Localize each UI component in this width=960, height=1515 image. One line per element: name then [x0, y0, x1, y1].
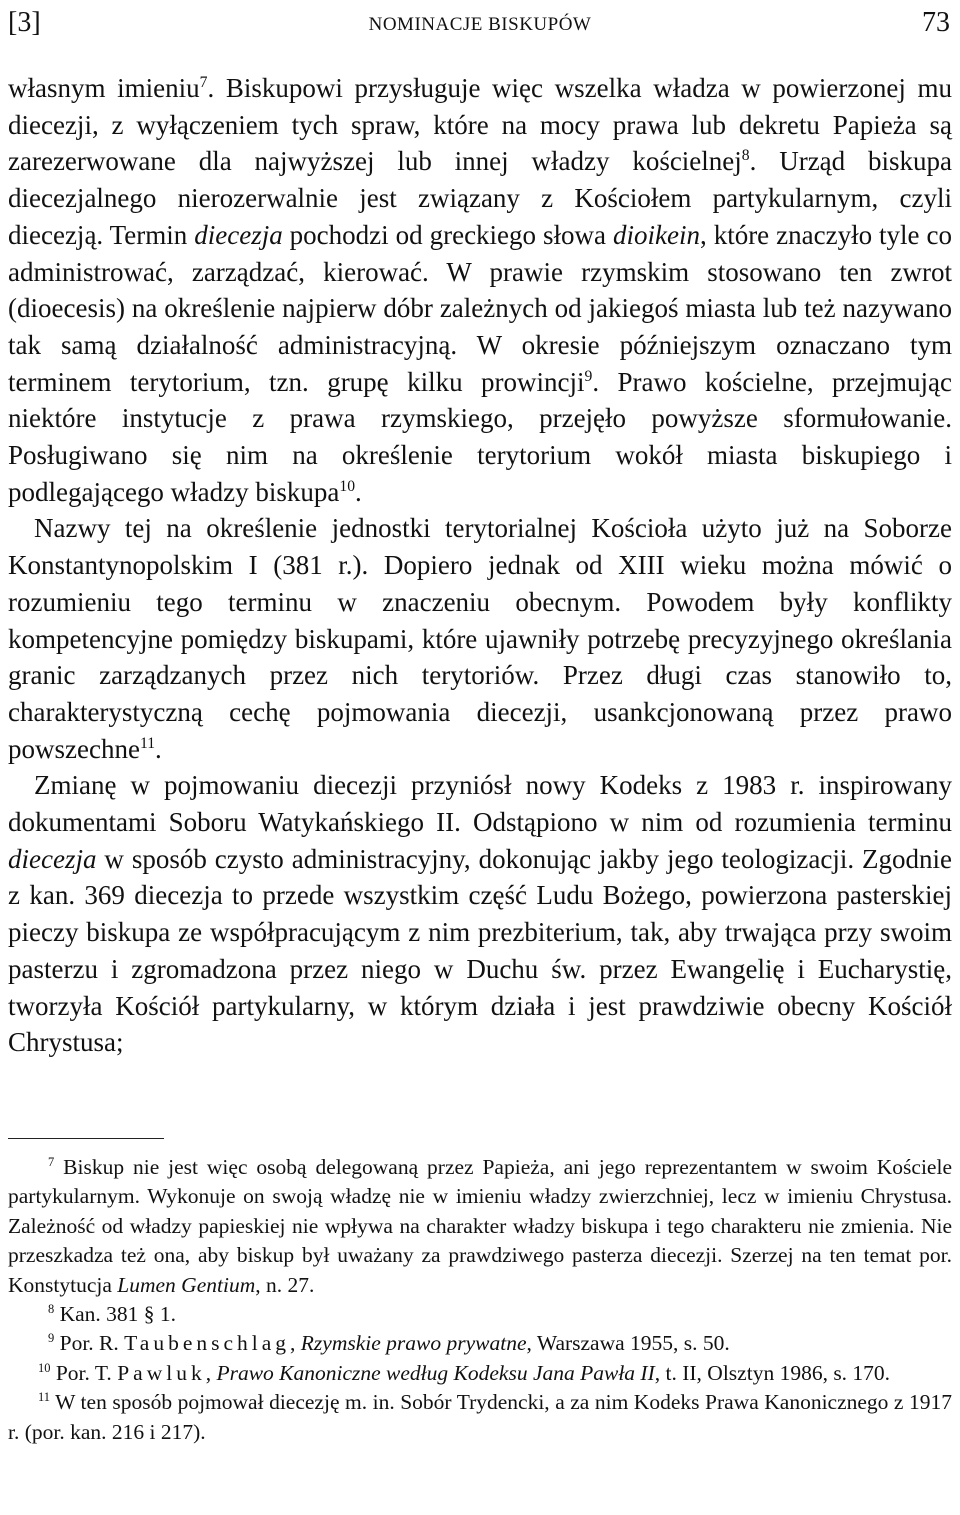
text-run: w sposób czysto administracyjny, dokonując jakby jego teologizacji. Zgodnie z kan. 369 diecezja to przede wszystkim część Ludu Bożego, powierzona pasterskiej pieczy biskupa ze współpracującym z nim prezbiterium, tak, aby trwająca przy swoim pasterzu i zgromadzona przez niego w Duchu św. przez Ewangelię i Eucharystię, tworzyła Kościół partykularny, w którym działa i jest prawdziwie obecny Kościół Chrystusa; [8, 843, 952, 1058]
footnote-text: Por. T. [55, 1360, 118, 1385]
footnote-11 [8, 1388, 952, 1447]
footnote-text: Kan. 381 § 1. [59, 1302, 177, 1327]
term-diecezja: diecezja [8, 843, 97, 874]
footnote-10 [8, 1359, 952, 1388]
work-title: Rzymskie prawo prywatne [300, 1331, 527, 1356]
footnote-ref-10[interactable]: 10 [339, 477, 356, 495]
paragraph-2 [8, 510, 952, 767]
footnote-number: 7 [48, 1154, 55, 1169]
text-run: . [155, 733, 162, 764]
footnote-text: , t. II, Olsztyn 1986, s. 170. [654, 1360, 891, 1385]
running-title: NOMINACJE BISKUPÓW [368, 14, 592, 35]
text-run: . [355, 476, 362, 507]
text-run: Zmianę w pojmowaniu diecezji przyniósł nowy Kodeks z 1983 r. inspirowany dokumentami Soboru Watykańskiego II. Odstąpiono w nim od rozumienia terminu [8, 770, 952, 838]
work-title: Lumen Gentium [117, 1272, 256, 1297]
paragraph-3 [8, 767, 952, 1061]
section-number: [3] [8, 7, 41, 38]
text-run: Nazwy tej na określenie jednostki terytorialnej Kościoła użyto już na Soborze Konstantynopolskim I (381 r.). Dopiero jednak od XIII wieku można mówić o rozumieniu tego terminu w znaczeniu obecnym. Powodem były konflikty kompetencyjne pomiędzy biskupami, które ujawniły potrzebę precyzyjnego określania granic zarządzanych przez nich terytoriów. Przez długi czas stanowiło to, charakterystyczną cechę pojmowania diecezji, usankcjonowaną przez prawo powszechne [8, 513, 952, 764]
footnote-text: W ten sposób pojmował diecezję m. in. Sobór Trydencki, a za nim Kodeks Prawa Kanonicznego z 1917 r. (por. kan. 216 i 217). [8, 1390, 952, 1444]
paragraph-1 [8, 70, 952, 510]
term-dioikein: dioikein [612, 219, 700, 250]
footnote-9 [8, 1329, 952, 1358]
footnote-text: , [205, 1360, 217, 1385]
author-name: Taubenschlag [124, 1331, 291, 1356]
footnote-ref-11[interactable]: 11 [139, 734, 156, 752]
text-run: . Urząd biskupa diecezjalnego nierozerwalnie jest związany z Kościołem partykularnym, czyli diecezją. Termin [8, 146, 952, 250]
footnote-text: , n. 27. [255, 1272, 315, 1297]
footnote-text: , [290, 1331, 301, 1356]
text-run: pochodzi od greckiego słowa [282, 219, 613, 250]
footnote-number: 11 [38, 1390, 51, 1405]
main-text [8, 70, 952, 1061]
footnote-ref-8[interactable]: 8 [741, 147, 750, 165]
page-number: 73 [922, 7, 950, 38]
footnote-7 [8, 1153, 952, 1300]
footnote-separator [8, 1138, 164, 1139]
footnote-ref-7[interactable]: 7 [199, 74, 208, 91]
footnote-number: 9 [48, 1331, 55, 1346]
text-run: własnym imieniu [8, 73, 200, 103]
term-diecezja: diecezja [194, 219, 283, 250]
text-run: . Prawo kościelne, przejmując niektóre instytucje z prawa rzymskiego, przejęło powyższe sformułowanie. Posługiwano się nim na określenie terytorium wokół miasta biskupiego i podlegającego władzy biskupa [8, 366, 952, 507]
footnote-text: Por. R. [59, 1331, 125, 1356]
text-run: , które znaczyło tyle co administrować, zarządzać, kierować. W prawie rzymskim stosowano ten zwrot (dioecesis) na określenie najpierw dóbr zależnych od jakiegoś miasta lub też nazywano tak samą działalność administracyjną. W okresie późniejszym oznaczano tym terminem terytorium, tzn. grupę kilku prowincji [8, 219, 953, 397]
footnotes [8, 1153, 952, 1447]
running-header [8, 6, 952, 40]
footnote-text: Biskup nie jest więc osobą delegowaną przez Papieża, ani jego reprezentantem w swoim Kościele partykularnym. Wykonuje on swoją władzę nie w imieniu władzy zwierzchniej, lecz w imieniu Chrystusa. Zależność od władzy papieskiej nie wpływa na charakter władzy biskupa i tego charakteru nie zmienia. Nie przeszkadza też ona, aby biskup był uważany za prawdziwego pasterza diecezji. Szerzej na ten temat por. Konstytucja [8, 1155, 952, 1297]
footnote-ref-9[interactable]: 9 [584, 367, 593, 385]
author-name: Pawluk [117, 1360, 206, 1385]
text-run: . Biskupowi przysługuje więc wszelka władza w powierzonej mu diecezji, z wyłączeniem tych spraw, które na mocy prawa lub dekretu Papieża są zarezerwowane dla najwyższej lub innej władzy kościelnej [8, 73, 952, 177]
footnote-8 [8, 1300, 952, 1329]
footnote-number: 10 [38, 1360, 51, 1375]
footnote-text: , Warszawa 1955, s. 50. [526, 1331, 730, 1356]
footnote-number: 8 [48, 1301, 55, 1316]
work-title: Prawo Kanoniczne według Kodeksu Jana Pawła II [216, 1360, 655, 1385]
